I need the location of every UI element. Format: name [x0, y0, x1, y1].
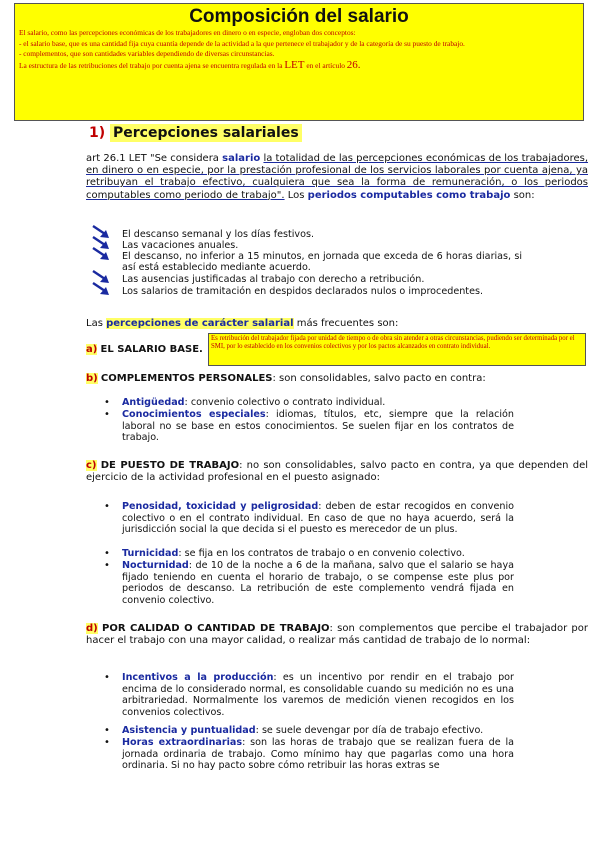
header-line-3: - complementos, que son cantidades variables dependiendo de diversas circunstancias.	[19, 49, 275, 59]
frequent-line	[86, 318, 588, 330]
header-box	[14, 3, 584, 121]
period-text: El descanso semanal y los días festivos.	[122, 229, 315, 240]
header-line-4-mid: en el artículo	[306, 60, 345, 70]
bullet-text: : son las horas de trabajo que se realizan fuera de la jornada ordinaria de trabajo. Como mínimo hay que pagarlas como una hora ordinaria. Si no hay pacto sobre cómo retribuir las horas extras se	[122, 737, 515, 772]
art-paragraph	[86, 153, 588, 202]
bullet-label: Horas extraordinarias	[122, 737, 243, 748]
bullet-label: Nocturnidad	[122, 560, 189, 571]
section-title	[89, 125, 302, 141]
item-d-title: POR CALIDAD O CANTIDAD DE TRABAJO	[101, 623, 330, 634]
header-line-4	[15, 60, 583, 72]
header-line-4-num: 26.	[346, 58, 361, 71]
header-line-1: El salario, como las percepciones económicas de los trabajadores en dinero o en especie, engloban dos conceptos:	[19, 28, 356, 37]
item-b	[86, 373, 588, 385]
art-text-4: son:	[513, 189, 535, 201]
bullet-text: : idiomas, títulos, etc, siempre que la relación laboral no se base en estos conocimientos. Se suelen fijar en los contratos de trabajo.	[122, 409, 514, 444]
bullet-label: Asistencia y puntualidad	[122, 725, 256, 736]
item-c-title: DE PUESTO DE TRABAJO	[100, 460, 240, 471]
item-c	[86, 460, 588, 484]
art-text-2: la totalidad de las percepciones económicas de los trabajadores, en dinero o en especie, por la prestación profesional de los servicios laborales por cuenta ajena, ya retribuyan el trabajo efectivo, cualquiera que sea la forma de remuneración, o los periodos computables como periodo de trabajo".	[86, 153, 589, 201]
bullet-icon: •	[104, 560, 110, 571]
bullet-icon: •	[104, 737, 110, 748]
arrow-down-right-icon	[92, 247, 110, 261]
header-line-2: - el salario base, que es una cantidad fija cuya cuantía depende de la actividad a la que pertenece el trabajador y de la categoría de su puesto de trabajo.	[19, 38, 465, 48]
arrow-down-right-icon	[92, 282, 110, 296]
item-a-title: EL SALARIO BASE.	[100, 344, 203, 355]
bullet-icon: •	[104, 397, 110, 408]
bullet-icon: •	[104, 501, 110, 512]
item-b-title: COMPLEMENTOS PERSONALES	[100, 373, 273, 384]
bullet-icon: •	[104, 548, 110, 559]
item-b-text: : son consolidables, salvo pacto en contra:	[272, 373, 486, 384]
bullet-label: Penosidad, toxicidad y peligrosidad	[122, 501, 319, 512]
bullet-text: : se fija en los contratos de trabajo o en convenio colectivo.	[178, 548, 465, 559]
page-title: Composición del salario	[189, 6, 409, 27]
item-b-letter: b)	[86, 373, 98, 384]
bullet-label: Turnicidad	[122, 548, 179, 559]
header-line-4-prefix: La estructura de las retribuciones del trabajo por cuenta ajena se encuentra regulada en la	[19, 60, 283, 70]
art-text-1: art 26.1 LET "Se considera	[86, 153, 219, 164]
item-d-letter: d)	[86, 623, 98, 634]
salario-base-note: Es retribución del trabajador fijada por unidad de tiempo o de obra sin atender a otras circunstancias, pudiendo ser determinada por el SMI, por lo establecido en los convenios colectivos y por los pactos alcanzados en contrato individual.	[208, 333, 586, 366]
item-d	[86, 623, 588, 647]
frequent-pre: Las	[86, 318, 103, 329]
bullet-icon: •	[104, 672, 110, 683]
bullet-icon: •	[104, 725, 110, 736]
bullet-icon: •	[104, 409, 110, 420]
bullet-label: Conocimientos especiales	[122, 409, 266, 420]
bullet-text: : de 10 de la noche a 6 de la mañana, salvo que el salario se haya fijado teniendo en cuenta el horario de trabajo, o se compense este plus por periodos de descanso. La retribución de este complemento vendrá fijada en convenio colectivo.	[122, 560, 514, 606]
section-number: 1)	[89, 125, 106, 141]
item-c-letter: c)	[86, 460, 97, 471]
frequent-highlight: percepciones de carácter salarial	[106, 318, 294, 329]
period-text: Las ausencias justificadas al trabajo con derecho a retribución.	[122, 274, 425, 285]
art-periodos: periodos computables como trabajo	[307, 189, 511, 201]
art-salario: salario	[222, 153, 261, 164]
bullet-text: : es un incentivo por rendir en el trabajo por encima de lo considerado normal, es consolidable cuando su medición no es una arbitrariedad. Normalmente los varemos de medición vienen recogidos en los convenios colectivos.	[122, 672, 514, 718]
item-a-letter: a)	[86, 344, 98, 355]
item-d-text: : son complementos que percibe el trabajador por hacer el trabajo con una mayor calidad, o realizar más cantidad de trabajo de lo normal:	[86, 623, 588, 647]
section-title-text: Percepciones salariales	[110, 124, 302, 142]
bullet-text: : se suele devengar por día de trabajo efectivo.	[255, 725, 484, 736]
art-text-3: Los	[287, 189, 305, 201]
bullet-text: : convenio colectivo o contrato individual.	[184, 397, 386, 408]
frequent-post: más frecuentes son:	[296, 318, 399, 329]
bullet-label: Incentivos a la producción	[122, 672, 274, 683]
bullet-text: : deben de estar recogidos en convenio colectivo o en el contrato individual. En caso de que no haya acuerdo, será la jurisdicción social la que decida si el puesto es merecedor de un plus.	[122, 501, 515, 536]
period-text: Los salarios de tramitación en despidos declarados nulos o improcedentes.	[122, 286, 484, 297]
period-text: El descanso, no inferior a 15 minutos, en jornada que exceda de 6 horas diarias, si así está establecido mediante acuerdo.	[122, 251, 522, 274]
item-c-text: : no son consolidables, salvo pacto en contra, ya que dependen del ejercicio de la actividad profesional en el puesto asignado:	[86, 460, 588, 484]
period-text: Las vacaciones anuales.	[122, 240, 239, 251]
header-line-4-let: LET	[284, 58, 305, 71]
bullet-label: Antigüedad	[122, 397, 185, 408]
